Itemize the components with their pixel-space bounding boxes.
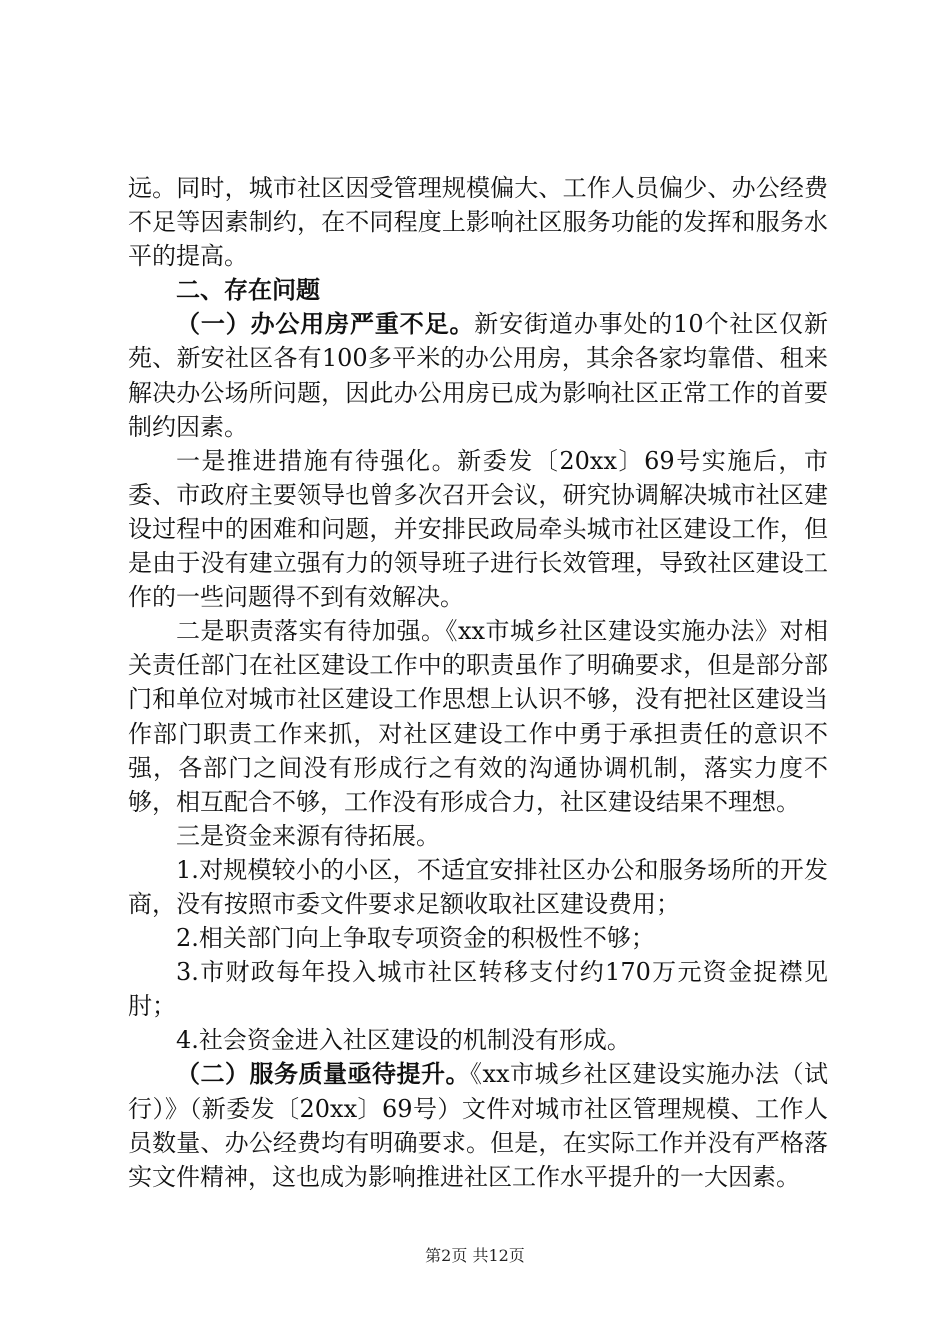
paragraph-funding: 三是资金来源有待拓展。 bbox=[176, 821, 440, 850]
paragraph-measures: 一是推进措施有待强化。新委发〔20xx〕69号实施后，市委、市政府主要领导也曾多次召开会议，研究协调解决城市社区建设过程中的困难和问题，并安排民政局牵头城市社区建设工作，但是由于没有建立强有力的领导班子进行长效管理，导致社区建设工作的一些问题得不到有效解决。 bbox=[128, 446, 828, 612]
paragraph-office-space-text: 新安街道办事处的10个社区仅新苑、新安社区各有100多平米的办公用房，其余各家均靠借、租来解决办公场所问题，因此办公用房已成为影响社区正常工作的首要制约因素。 bbox=[128, 310, 828, 441]
paragraph-continuation: 远。同时，城市社区因受管理规模偏大、工作人员偏少、办公经费不足等因素制约，在不同程度上影响社区服务功能的发挥和服务水平的提高。 bbox=[128, 174, 828, 271]
paragraph-office-space bbox=[128, 307, 828, 443]
list-item-1: 1.对规模较小的小区，不适宜安排社区办公和服务场所的开发商，没有按照市委文件要求足额收取社区建设费用； bbox=[128, 855, 828, 918]
section-heading: 二、存在问题 bbox=[176, 275, 320, 305]
list-item-4: 4.社会资金进入社区建设的机制没有形成。 bbox=[176, 1026, 631, 1055]
paragraph-responsibilities: 二是职责落实有待加强。《xx市城乡社区建设实施办法》对相关责任部门在社区建设工作中的职责虽作了明确要求，但是部分部门和单位对城市社区建设工作思想上认识不够，没有把社区建设当作部门职责工作来抓，对社区建设工作中勇于承担责任的意识不强，各部门之间没有形成行之有效的沟通协调机制，落实力度不够，相互配合不够，工作没有形成合力，社区建设结果不理想。 bbox=[128, 617, 828, 816]
paragraph-service-quality bbox=[128, 1057, 828, 1193]
document-body bbox=[128, 171, 828, 1194]
subheading-service-quality: （二）服务质量亟待提升。 bbox=[176, 1059, 470, 1089]
paragraph-service-quality-text: 《xx市城乡社区建设实施办法（试行）》（新委发〔20xx〕69号）文件对城市社区管理规模、工作人员数量、办公经费均有明确要求。但是，在实际工作并没有严格落实文件精神，这也成为影响推进社区工作水平提升的一大因素。 bbox=[128, 1060, 828, 1191]
list-item-2: 2.相关部门向上争取专项资金的积极性不够； bbox=[176, 924, 655, 953]
list-item-3: 3.市财政每年投入城市社区转移支付约170万元资金捉襟见肘； bbox=[128, 958, 828, 1021]
page-footer: 第2页 共12页 bbox=[425, 1246, 525, 1265]
subheading-office-space: （一）办公用房严重不足。 bbox=[176, 309, 475, 339]
